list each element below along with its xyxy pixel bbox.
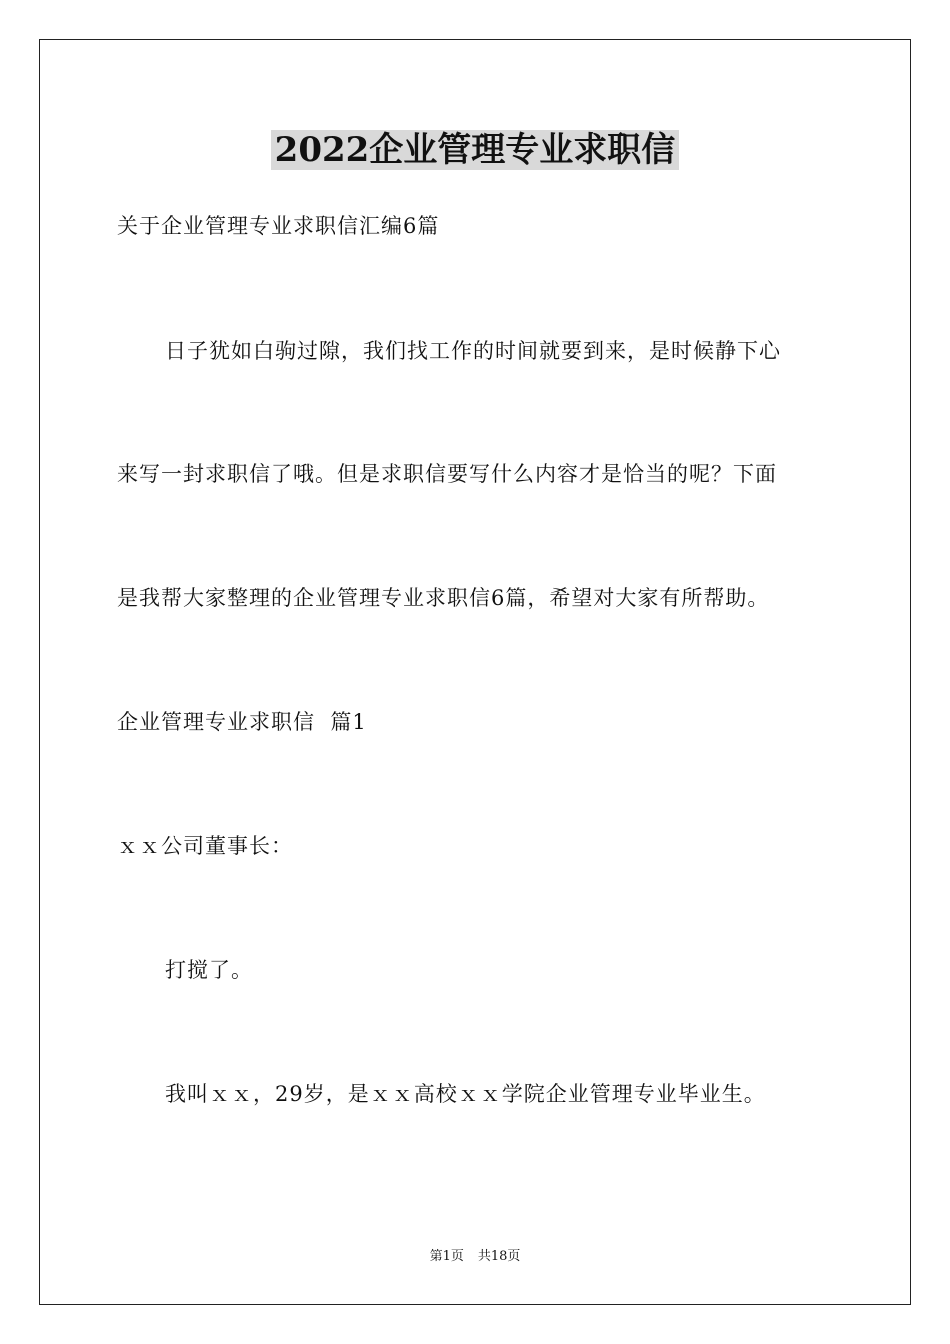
body-line-1: 打搅了。 [165, 958, 253, 982]
body-line-2: 我叫ｘｘ，29岁，是ｘｘ高校ｘｘ学院企业管理专业毕业生。 [165, 1082, 766, 1106]
section-heading: 企业管理专业求职信 篇1 [117, 710, 367, 734]
salutation: ｘｘ公司董事长： [117, 834, 293, 858]
page-total: 共18页 [477, 1249, 521, 1264]
document-subtitle: 关于企业管理专业求职信汇编6篇 [117, 214, 440, 238]
page-number: 第1页 [429, 1249, 464, 1264]
intro-line-3: 是我帮大家整理的企业管理专业求职信6篇，希望对大家有所帮助。 [117, 586, 770, 610]
document-title-text: 2022企业管理专业求职信 [271, 130, 680, 170]
page-footer [0, 1248, 950, 1266]
intro-line-2: 来写一封求职信了哦。但是求职信要写什么内容才是恰当的呢？下面 [117, 462, 777, 486]
document-title [0, 128, 950, 172]
intro-line-1: 日子犹如白驹过隙，我们找工作的时间就要到来，是时候静下心 [165, 339, 781, 363]
